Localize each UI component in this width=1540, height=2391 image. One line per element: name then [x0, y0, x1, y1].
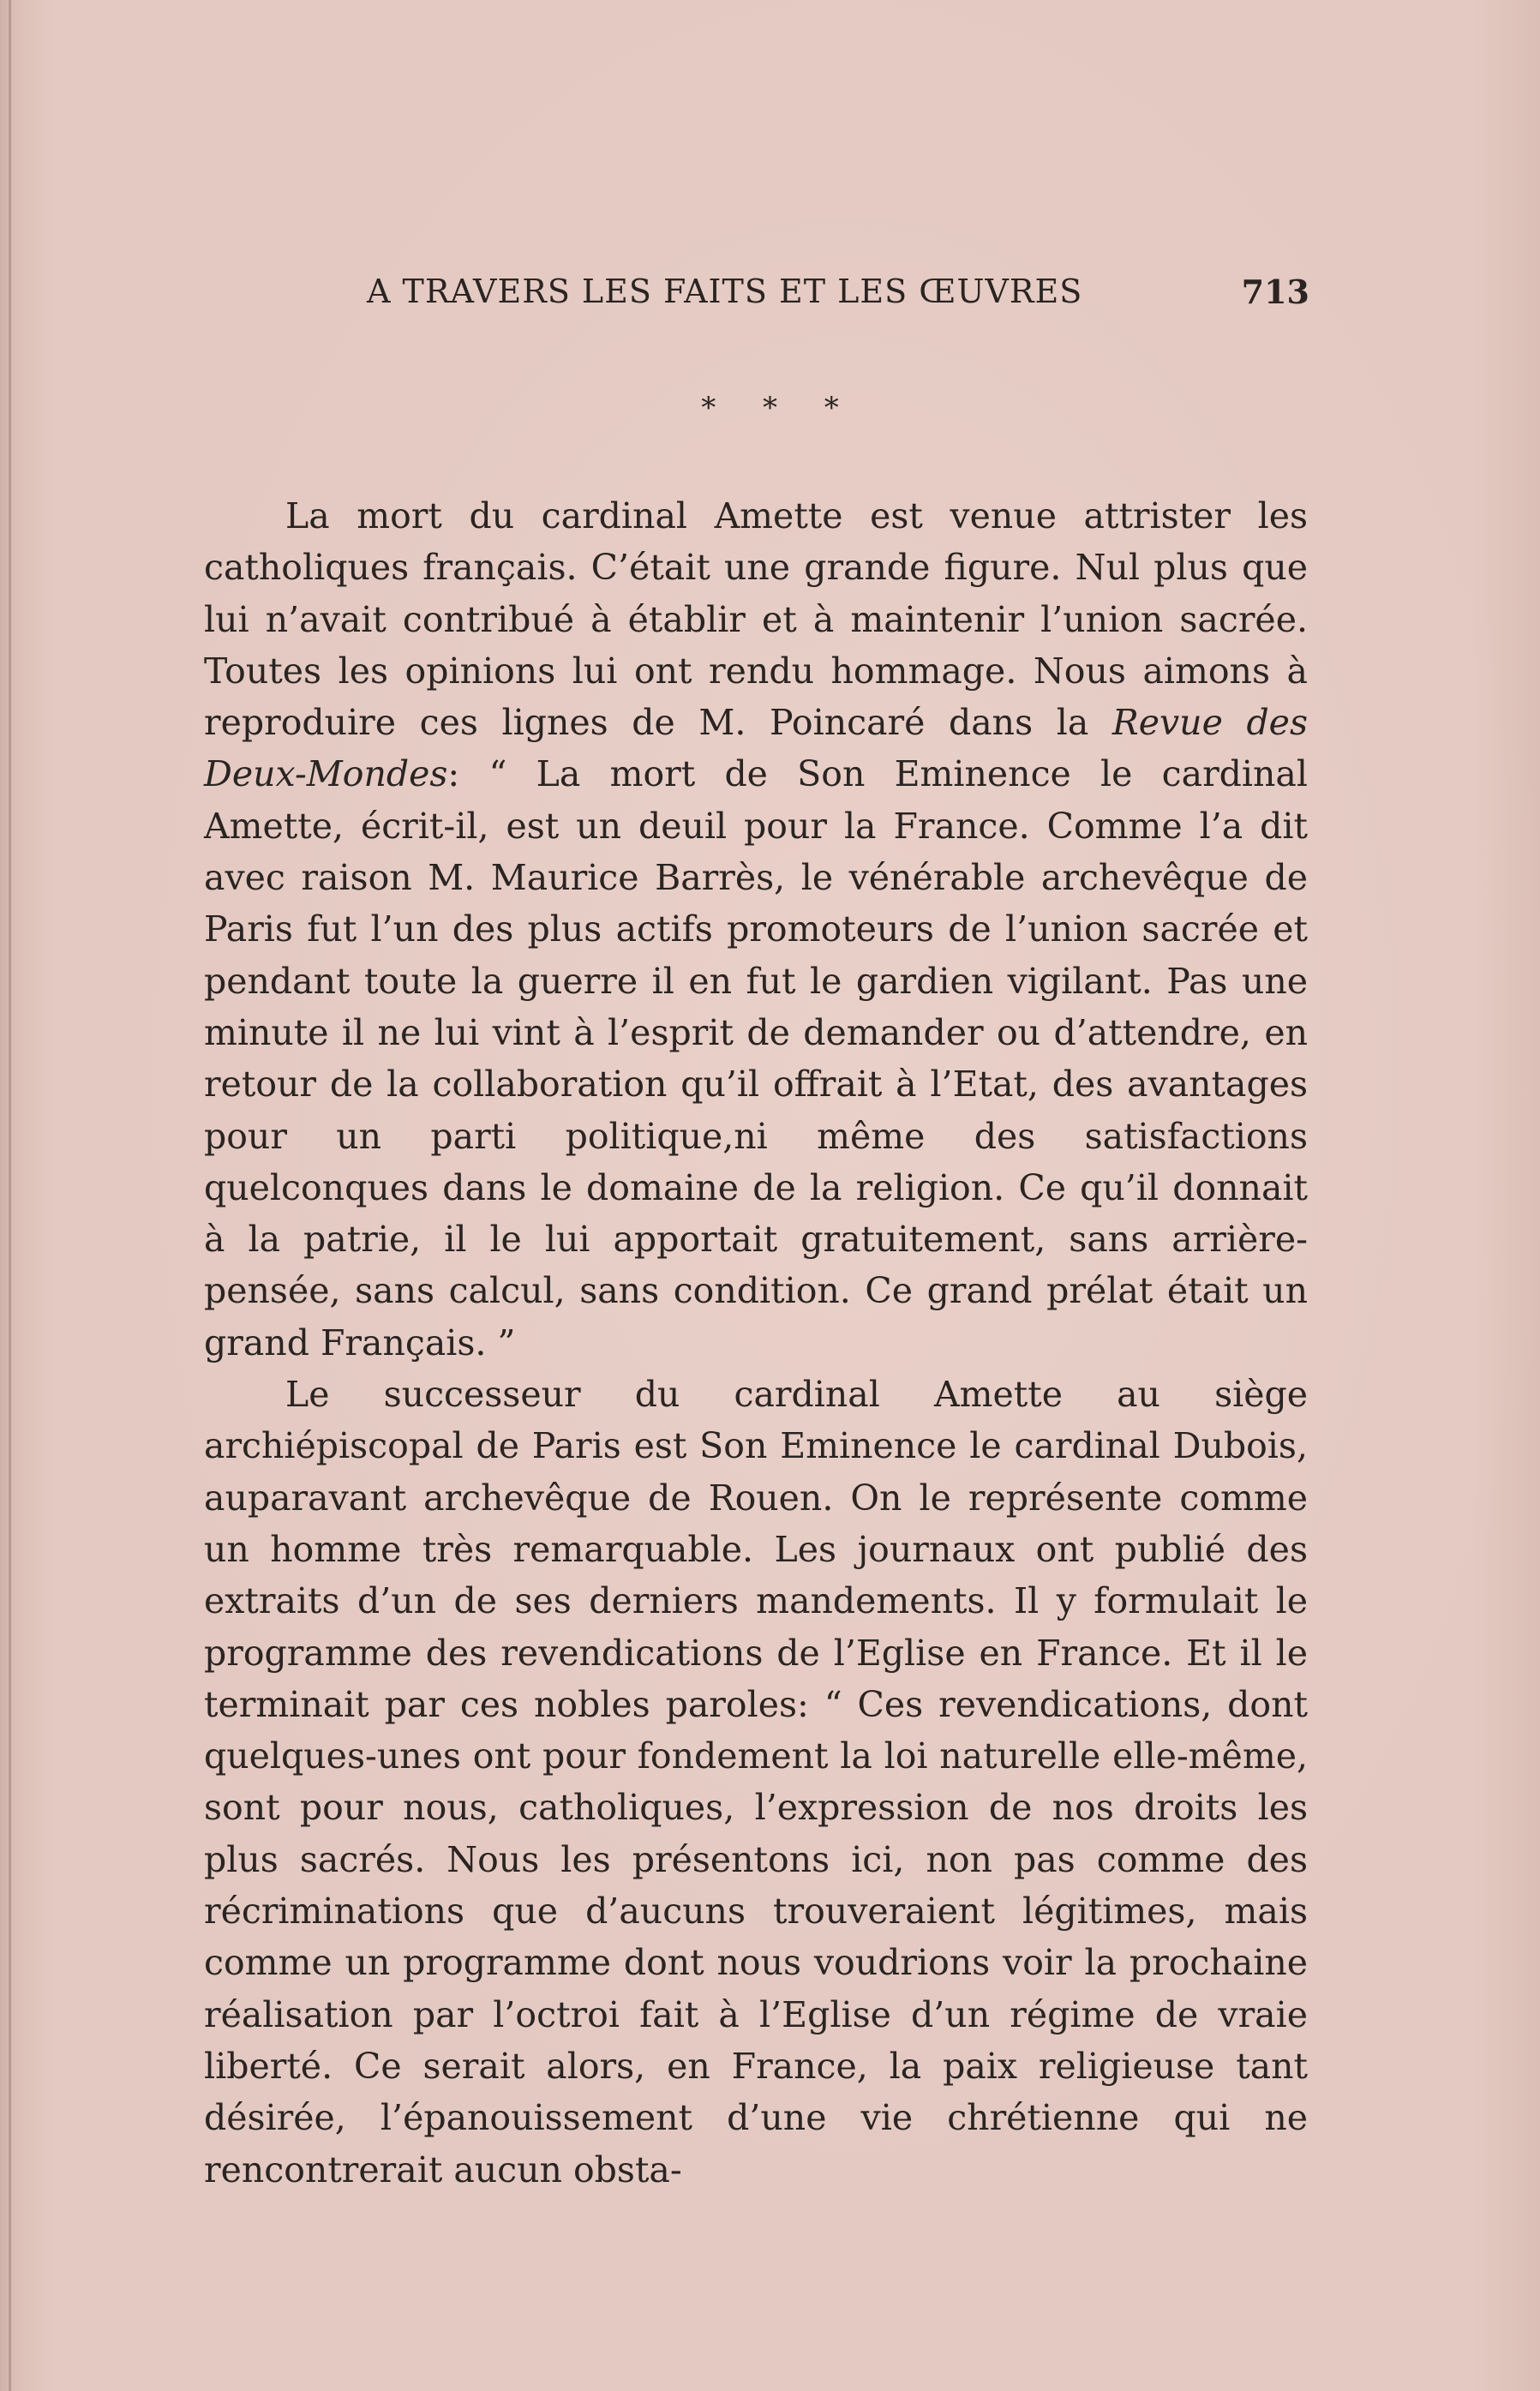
page-number: 713 [1241, 273, 1309, 311]
body-text [204, 490, 1308, 2196]
paragraph-2: Le successeur du cardinal Amette au siège archiépiscopal de Paris est Son Eminence le cardinal Dubois, auparavant archevêque de Rouen. On le représente comme un homme très remarquable. Les journaux ont publié des extraits d’un de ses derniers mandements. Il y formulait le programme des revendications de l’Eglise en France. Et il le terminait par ces nobles paroles: “ Ces revendications, dont quelques-unes ont pour fondement la loi naturelle elle-même, sont pour nous, catholiques, l’expression de nos droits les plus sacrés. Nous les présentons ici, non pas comme des récriminations que d’aucuns trouveraient légitimes, mais comme un programme dont nous voudrions voir la prochaine réalisation par l’octroi fait à l’Eglise d’un régime de vraie liberté. Ce serait alors, en France, la paix religieuse tant désirée, l’épanouissement d’une vie chrétienne qui ne rencontrerait aucun obsta- [204, 1374, 1308, 2190]
paragraph-1 [204, 490, 1308, 1369]
page-binding-edge [9, 0, 11, 2391]
running-title: A TRAVERS LES FAITS ET LES ŒUVRES [367, 273, 1083, 310]
paragraph-1-text-start: La mort du cardinal Amette est venue attrister les catholiques français. C’était une grande figure. Nul plus que lui n’avait contribué à établir et à maintenir l’union sacrée. Toutes les opinions lui ont rendu hommage. Nous aimons à reproduire ces lignes de M. Poincaré dans la [204, 495, 1308, 744]
section-separator: * * * [701, 391, 858, 425]
journal-title: Revue des Deux-Mondes [204, 702, 1308, 795]
page-header [367, 273, 1309, 321]
paragraph-1-text-end: : “ La mort de Son Eminence le cardinal Amette, écrit-il, est un deuil pour la France. Comme l’a dit avec raison M. Maurice Barrès, le vénérable archevêque de Paris fut l’un des plus actifs promoteurs de l’union sacrée et pendant toute la guerre il en fut le gardien vigilant. Pas une minute il ne lui vint à l’esprit de demander ou d’attendre, en retour de la collaboration qu’il offrait à l’Etat, des avantages pour un parti politique,ni même des satisfactions quelconques dans le domaine de la religion. Ce qu’il donnait à la patrie, il le lui apportait gratuitement, sans arrière-pensée, sans calcul, sans condition. Ce grand prélat était un grand Français. ” [204, 753, 1308, 1363]
